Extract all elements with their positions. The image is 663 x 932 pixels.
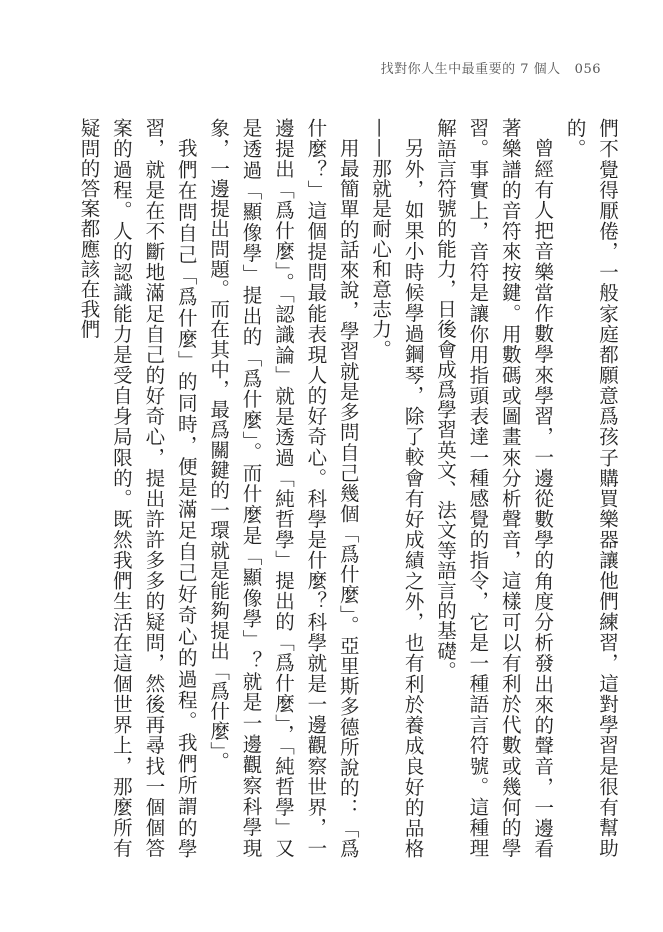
paragraph-5: 我們在問自己「爲什麼」的同時，便是滿足自己好奇心的過程。我們所謂的學習，就是在不斷地滿足自己的好奇心，提出許許多多的疑問，然後再尋找一個個答案的過程。人的認識能力是受自身局限的。既然我們生活在這個世界上，那麼所有疑問的答案都應該在我們 (77, 118, 198, 858)
body-text (77, 118, 623, 858)
paragraph-2: 曾經有人把音樂當作數學來學習，一邊從數學的角度分析發出來的聲音，一邊看著樂譜的音符來按鍵。用數碼或圖畫來分析聲音，這樣可以有利於代數或幾何的學習。事實上，音符是讓你用指頭表達一種感覺的指令，它是一種語言符號。這種理解語言符號的能力，日後會成爲學習英文、法文等語言的基礎。 (433, 118, 555, 858)
page-number: 056 (574, 62, 601, 77)
paragraph-1: 們不覺得厭倦，一般家庭都願意爲孩子購買樂器讓他們練習，這對學習是很有幫助的。 (563, 118, 619, 858)
running-header (381, 58, 601, 77)
paragraph-3: 另外，如果小時候學過鋼琴，除了較會有好成績之外，也有利於養成良好的品格——那就是耐心和意志力。 (369, 118, 425, 858)
paragraph-4: 用最簡單的話來說，學習就是多問自己幾個「爲什麼」。亞里斯多德所說的：「爲什麼？」這個提問最能表現人的好奇心。科學是什麼？科學就是一邊觀察世界，一邊提出「爲什麼」。「認識論」就是透過「純哲學」提出的「爲什麼」，「純哲學」又是透過「顯像學」提出的「爲什麼」。而什麼是「顯像學」？就是一邊觀察科學現象，一邊提出問題。而在其中，最爲關鍵的一環就是能夠提出「爲什麼」。 (207, 118, 360, 858)
book-title: 找對你人生中最重要的 7 個人 (380, 62, 561, 77)
